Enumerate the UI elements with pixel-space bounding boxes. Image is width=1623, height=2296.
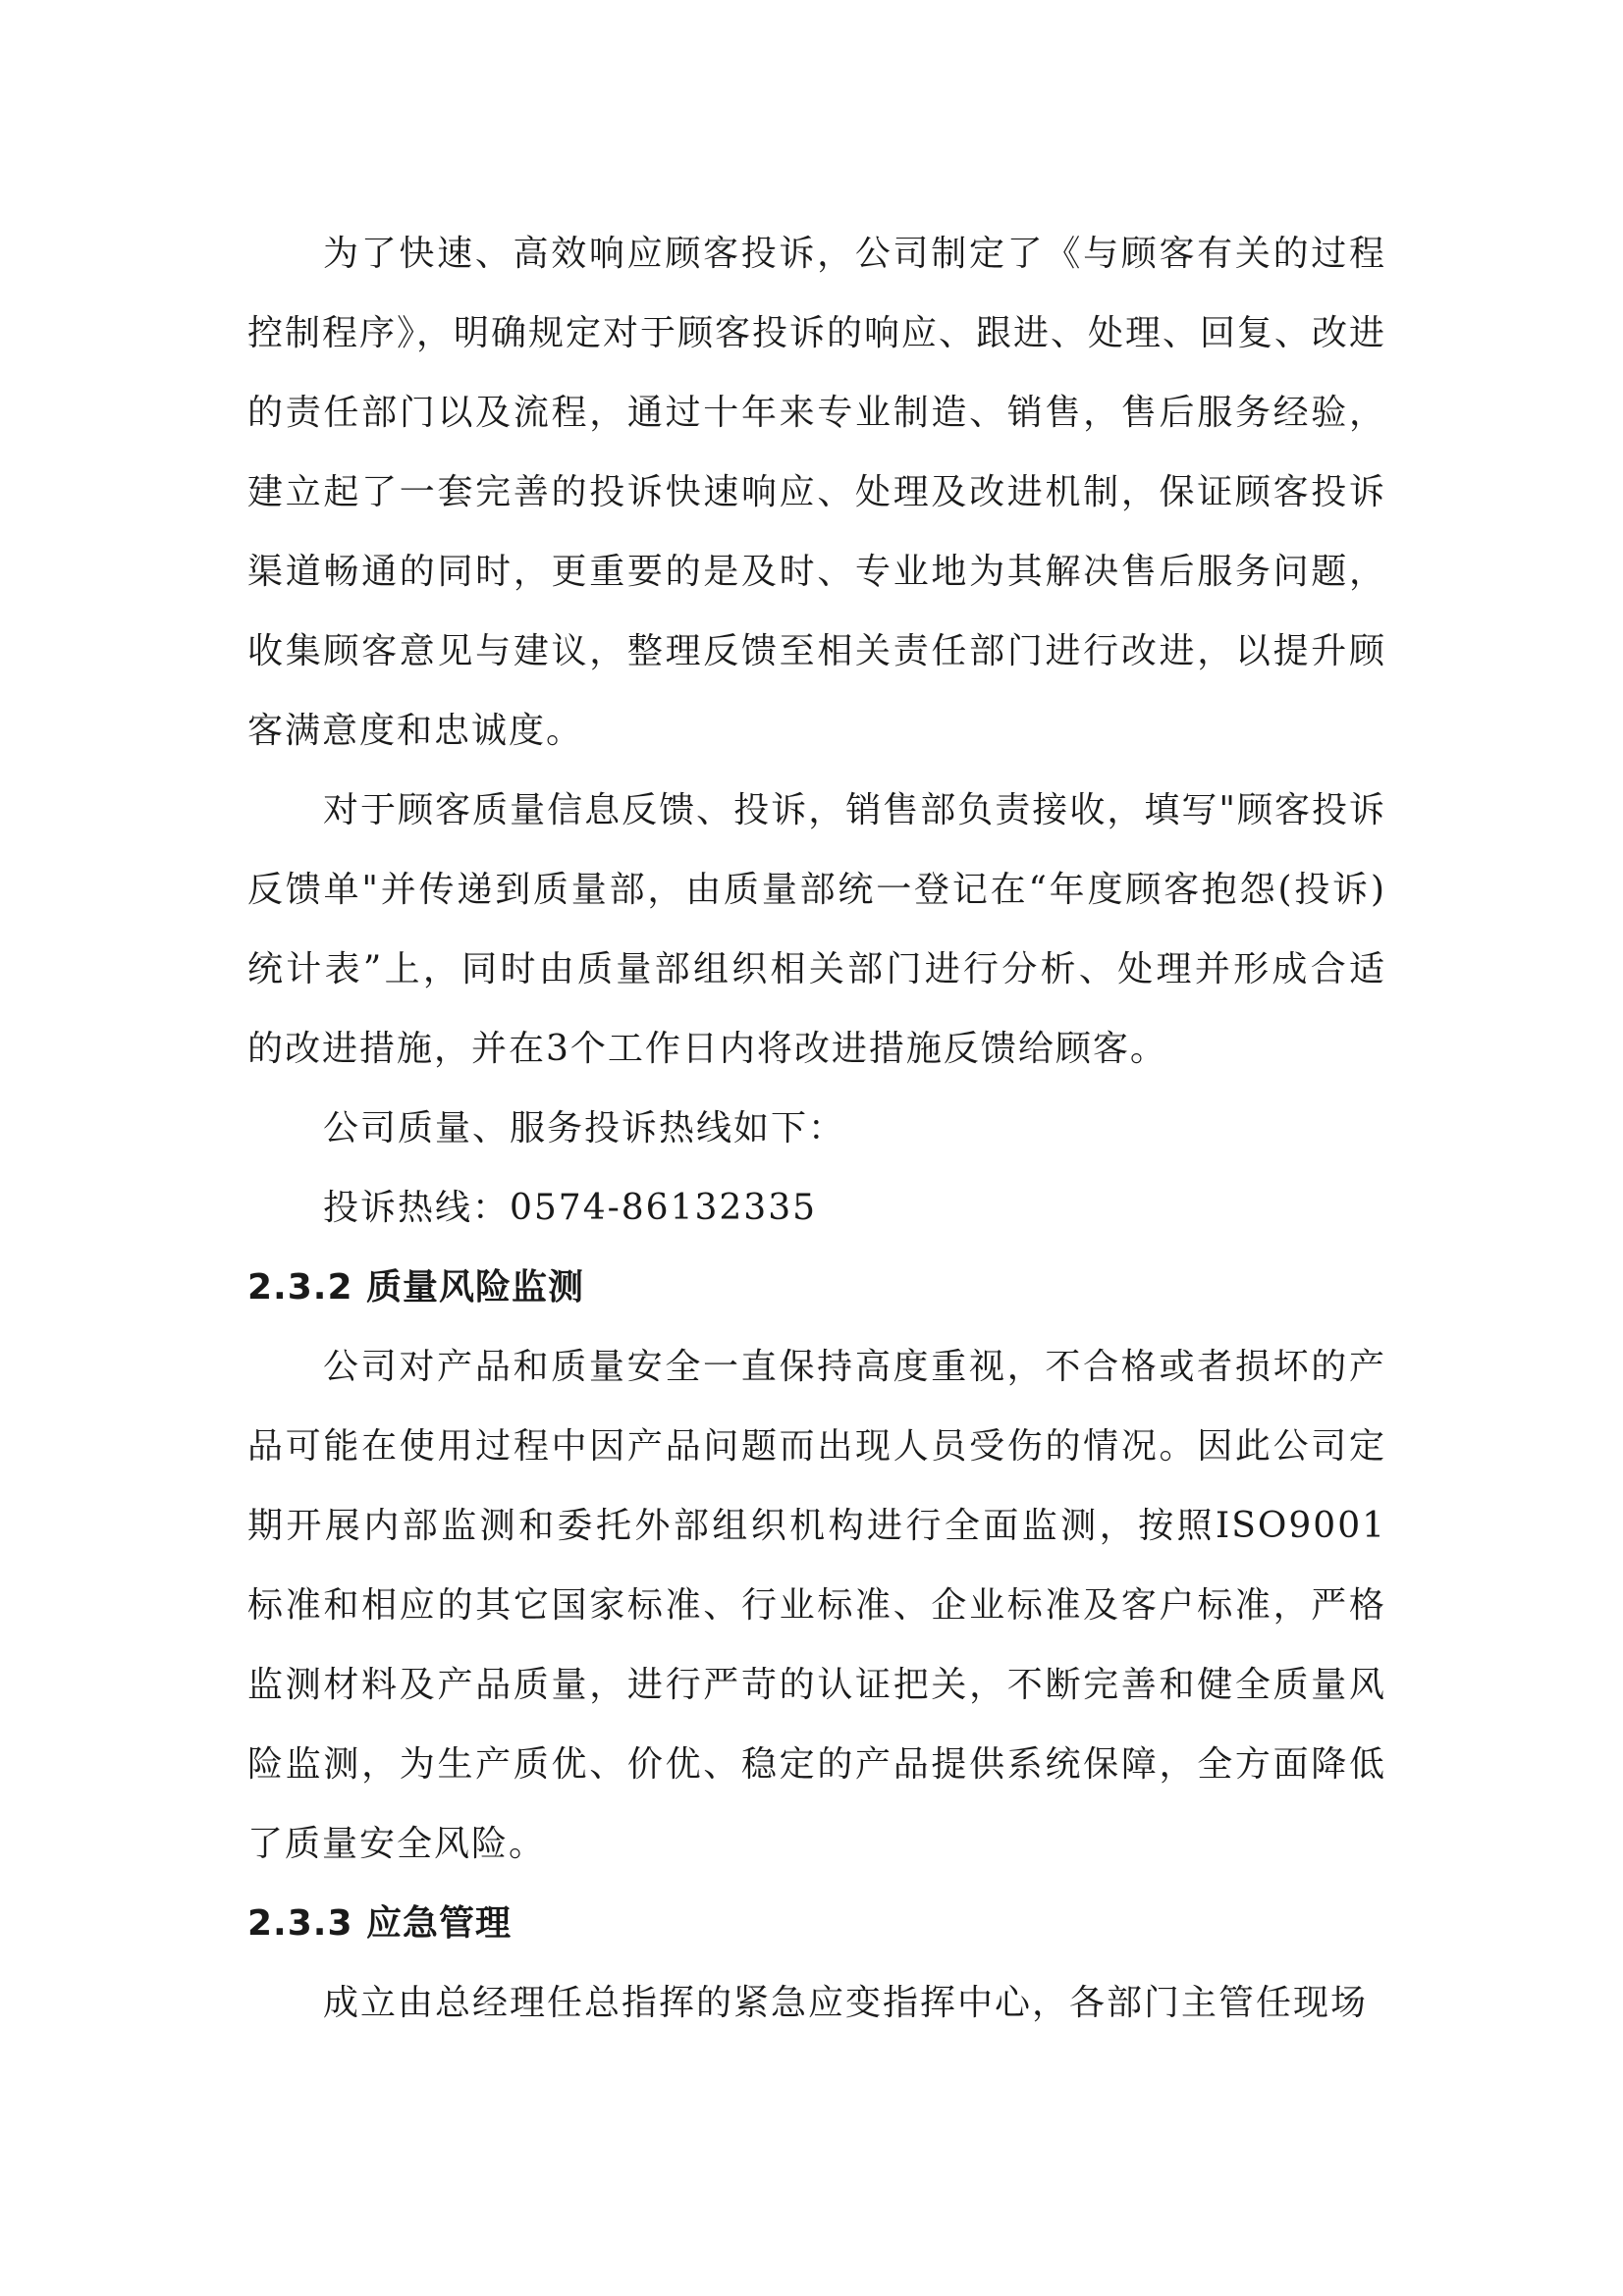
- paragraph-quality-risk: 公司对产品和质量安全一直保持高度重视，不合格或者损坏的产品可能在使用过程中因产品问题而出现人员受伤的情况。因此公司定期开展内部监测和委托外部组织机构进行全面监测，按照ISO9001标准和相应的其它国家标准、行业标准、企业标准及客户标准，严格监测材料及产品质量，进行严苛的认证把关，不断完善和健全质量风险监测，为生产质优、价优、稳定的产品提供系统保障，全方面降低了质量安全风险。: [247, 1347, 1386, 1864]
- paragraph-hotline-intro: 公司质量、服务投诉热线如下：: [323, 1108, 846, 1148]
- section-heading-emergency: 2.3.3 应急管理: [247, 1903, 513, 1944]
- section-heading-quality-risk: 2.3.2 质量风险监测: [247, 1267, 585, 1308]
- paragraph-emergency: 成立由总经理任总指挥的紧急应变指挥中心，各部门主管任现场: [323, 1983, 1369, 2023]
- document-body: [247, 214, 1386, 2043]
- paragraph-hotline-number: 投诉热线：0574-86132335: [323, 1188, 818, 1228]
- paragraph-complaint-process: 对于顾客质量信息反馈、投诉，销售部负责接收，填写"顾客投诉反馈单"并传递到质量部，由质量部统一登记在“年度顾客抱怨(投诉)统计表”上，同时由质量部组织相关部门进行分析、处理并形成合适的改进措施，并在3个工作日内将改进措施反馈给顾客。: [247, 790, 1386, 1069]
- paragraph-complaint-response: 为了快速、高效响应顾客投诉，公司制定了《与顾客有关的过程控制程序》，明确规定对于顾客投诉的响应、跟进、处理、回复、改进的责任部门以及流程，通过十年来专业制造、销售，售后服务经验，建立起了一套完善的投诉快速响应、处理及改进机制，保证顾客投诉渠道畅通的同时，更重要的是及时、专业地为其解决售后服务问题，收集顾客意见与建议，整理反馈至相关责任部门进行改进，以提升顾客满意度和忠诚度。: [247, 234, 1387, 751]
